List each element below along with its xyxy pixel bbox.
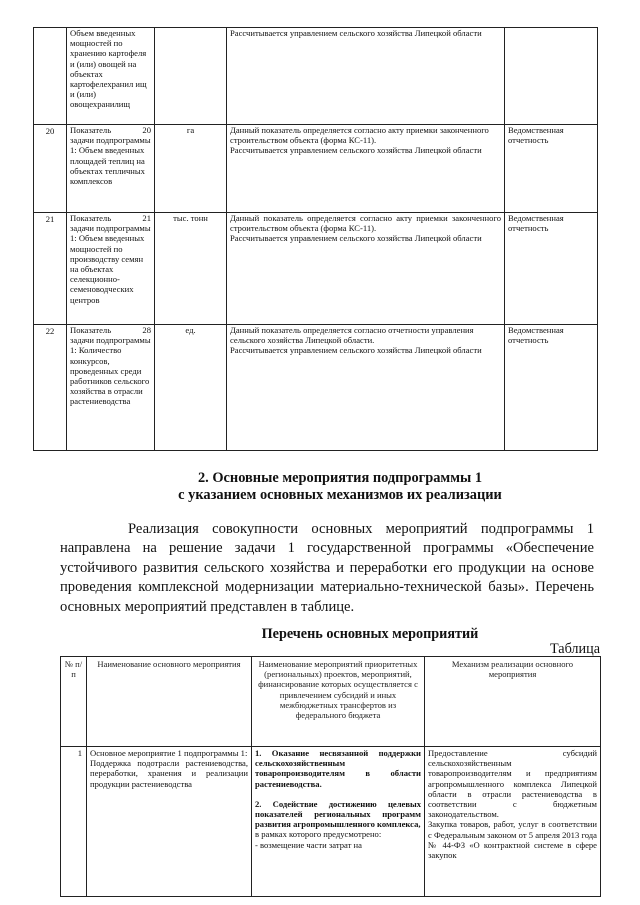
col-header-mechanism: Механизм реализации основного мероприятия xyxy=(425,657,601,747)
event-mechanism: Предоставление субсидий сельскохозяйственным товаропроизводителям и предприятиям агропромышленного комплекса Липецкой области в отрасли растениеводства в соответствии с бюджетным законодательством. Закупка товаров, работ, услуг в соответствии с Федеральным законом от 5 апреля 2013 года № 44-ФЗ «О контрактной системе в сфере закупок xyxy=(425,747,601,897)
event-list: 1. Оказание несвязанной поддержки сельскохозяйственным товаропроизводителям в области растениеводства. 2. Содействие достижению целевых показателей региональных программ развития агропромышленного комплекса, в рамках которого предусмотрено: - возмещение части затрат на xyxy=(252,747,425,897)
indicator-unit: га xyxy=(155,125,227,213)
indicator-source: Ведомственная отчетность xyxy=(505,325,598,451)
indicator-unit xyxy=(155,28,227,125)
table-label: Таблица xyxy=(549,641,600,657)
indicator-name: Объем введенных мощностей по хранению картофеля и (или) овощей на объектах картофелехранил ищ и (или) овощехранилищ xyxy=(67,28,155,125)
col-header-num: № п/п xyxy=(61,657,87,747)
col-header-name: Наименование основного мероприятия xyxy=(87,657,252,747)
event-name: Основное мероприятие 1 подпрограммы 1: Поддержка подотрасли растениеводства, переработки, хранения и реализации продукции растениеводства xyxy=(87,747,252,897)
indicators-table xyxy=(33,27,598,451)
indicator-name: Показатель 28 задачи подпрограммы 1: Количество конкурсов, проведенных среди работников сельского хозяйства в отрасли растениеводства xyxy=(67,325,155,451)
indicator-method: Данный показатель определяется согласно отчетности управления сельского хозяйства Липецкой области. Рассчитывается управлением сельского хозяйства Липецкой области xyxy=(227,325,505,451)
indicator-source: Ведомственная отчетность xyxy=(505,213,598,325)
section-heading: 2. Основные мероприятия подпрограммы 1 с указанием основных механизмов их реализации xyxy=(178,470,502,503)
row-number: 1 xyxy=(61,747,87,897)
indicator-unit: тыс. тонн xyxy=(155,213,227,325)
main-events-table xyxy=(60,656,601,897)
indicator-source: Ведомственная отчетность xyxy=(505,125,598,213)
table-row xyxy=(61,747,601,897)
table-row xyxy=(34,125,598,213)
indicator-unit: ед. xyxy=(155,325,227,451)
col-header-events: Наименование мероприятий приоритетных (региональных) проектов, мероприятий, финансирование которых осуществляется с привлечением субсидий и иных межбюджетных трансфертов из федерального бюджета xyxy=(252,657,425,747)
indicator-method: Рассчитывается управлением сельского хозяйства Липецкой области xyxy=(227,28,505,125)
intro-paragraph: Реализация совокупности основных мероприятий подпрограммы 1 направлена на решение задачи 1 государственной программы «Обеспечение устойчивого развития сельского хозяйства и переработки его продукции на основе проведения комплексной модернизации материально-технической базы». Перечень основных мероприятий представлен в таблице. xyxy=(60,521,594,615)
table-header-row xyxy=(61,657,601,747)
indicator-name: Показатель 20 задачи подпрограммы 1: Объем введенных площадей теплиц на объектах тепличных комплексов xyxy=(67,125,155,213)
row-number: 21 xyxy=(34,213,67,325)
indicator-source xyxy=(505,28,598,125)
row-number: 22 xyxy=(34,325,67,451)
row-number: 20 xyxy=(34,125,67,213)
table-row xyxy=(34,213,598,325)
table-row xyxy=(34,28,598,125)
indicator-method: Данный показатель определяется согласно акту приемки законченного строительством объекта (форма КС-11). Рассчитывается управлением сельского хозяйства Липецкой области xyxy=(227,125,505,213)
table-row xyxy=(34,325,598,451)
indicator-method: Данный показатель определяется согласно акту приемки законченного строительством объекта (форма КС-11). Рассчитывается управлением сельского хозяйства Липецкой области xyxy=(227,213,505,325)
list-title: Перечень основных мероприятий xyxy=(261,626,479,642)
indicator-name: Показатель 21 задачи подпрограммы 1: Объем введенных мощностей по производству семян на объектах селекционно-семеноводческих центров xyxy=(67,213,155,325)
row-number xyxy=(34,28,67,125)
